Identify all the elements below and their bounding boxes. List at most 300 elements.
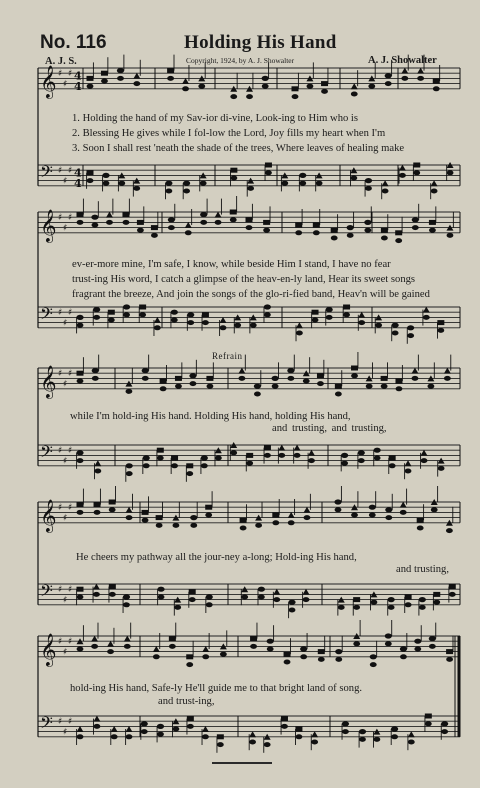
note-head [388,605,395,610]
note-head [262,84,269,89]
note-head [186,463,193,468]
note-head [173,523,180,528]
note-head [182,78,189,84]
note-head [317,381,324,386]
note-head [137,220,144,225]
sharp-icon: ♯ [68,585,73,596]
note-head [94,460,101,466]
note-head [370,654,377,659]
note-head [311,740,318,745]
note-head [187,312,194,317]
note-head [399,165,406,171]
note-head [292,94,299,99]
bass-clef-icon: 𝄢 [40,161,53,186]
note-head [365,186,372,191]
note-head [343,312,350,317]
note-head [296,322,303,328]
sharp-icon: ♯ [68,637,73,648]
note-head [365,178,372,183]
note-head [265,170,272,175]
note-head [429,228,436,233]
note-head [417,518,424,523]
note-head [288,520,295,525]
note-head [94,510,101,515]
words-author: A. J. S. [45,56,77,67]
note-head [295,230,302,235]
sharp-icon: ♯ [58,446,63,457]
note-head [185,230,192,235]
note-head [87,178,94,183]
note-head [429,636,436,641]
note-head [202,734,209,739]
note-head [431,180,438,186]
note-head [389,463,396,468]
note-head [186,471,193,476]
treble-clef-icon: 𝄞 [40,64,57,98]
note-head [230,176,237,181]
note-head [358,320,365,325]
note-head [446,649,453,654]
note-head [165,189,172,194]
time-signature: 4 [74,69,82,83]
note-head [272,513,279,518]
note-head [247,186,254,191]
note-head [171,318,178,323]
note-head [215,220,222,225]
note-head [200,220,207,225]
note-head [123,304,130,309]
note-head [126,515,133,520]
note-head [246,453,253,458]
note-head [230,94,237,99]
note-head [446,657,453,662]
note-head [189,373,196,378]
note-head [382,189,389,194]
note-head [200,181,207,186]
note-head [122,212,129,217]
note-head [351,83,358,89]
note-head [250,636,257,641]
note-head [157,732,164,737]
system1-verse2: 2. Blessing He gives while I fol-low the Lord, Joy fills my heart when I'm [72,128,386,139]
note-head [294,453,301,458]
note-head [303,507,310,513]
note-head [359,729,366,734]
note-head [77,371,84,376]
note-head [364,228,371,233]
note-head [421,458,428,463]
note-head [385,73,392,78]
note-head [407,325,414,330]
note-head [133,186,140,191]
sharp-icon: ♯ [63,379,68,390]
note-head [171,463,178,468]
note-head [240,526,247,531]
note-head [87,76,94,81]
note-head [444,368,451,374]
note-head [101,71,108,76]
note-head [87,170,94,175]
note-head [76,450,83,455]
note-head [168,217,175,222]
note-head [107,649,114,654]
note-head [308,450,315,456]
note-head [321,89,328,94]
note-head [417,76,424,81]
note-head [408,731,415,737]
note-head [103,181,110,186]
note-head [413,170,420,175]
note-head [385,515,392,520]
note-head [77,734,84,739]
note-head [92,223,99,228]
note-head [427,384,434,389]
note-head [444,376,451,381]
note-head [93,716,100,722]
note-head [93,307,100,312]
note-head [106,212,113,218]
hymn-number: No. 116 [40,32,107,53]
note-head [77,220,84,225]
note-head [335,392,342,397]
refrain-label: Refrain [212,351,243,361]
note-head [433,592,440,597]
note-head [294,445,301,451]
note-head [157,456,164,461]
note-head [198,84,205,89]
note-head [220,317,227,323]
note-head [141,729,148,734]
note-head [76,315,83,320]
note-head [254,392,261,397]
note-head [185,222,192,228]
note-head [92,368,99,373]
note-head [186,654,193,659]
note-head [334,499,341,504]
note-head [369,513,376,518]
note-head [175,376,182,381]
note-head [366,384,373,389]
note-head [124,636,131,642]
note-head [234,323,241,328]
sharp-icon: ♯ [58,369,63,380]
note-head [246,461,253,466]
note-head [126,389,133,394]
note-head [395,238,402,243]
note-head [107,641,114,647]
note-head [168,225,175,230]
note-head [77,510,84,515]
note-head [335,384,342,389]
note-head [153,654,160,659]
note-head [395,230,402,235]
system1-verse1: 1. Holding the hand of my Sav-ior di-vine, Look-ing to Him who is [72,113,359,124]
note-head [350,176,357,181]
sharp-icon: ♯ [63,647,68,658]
note-head [359,737,366,742]
note-head [437,320,444,325]
note-head [171,456,178,461]
note-head [91,215,98,220]
note-head [230,210,237,215]
note-head [358,450,365,455]
note-head [267,639,274,644]
hymn-title: Holding His Hand [184,32,337,53]
note-head [375,323,382,328]
note-head [160,379,167,384]
note-head [411,368,418,374]
sharp-icon: ♯ [63,595,68,606]
note-head [351,366,358,371]
sharp-icon: ♯ [58,585,63,596]
note-head [77,379,84,384]
note-head [92,376,99,381]
note-head [391,726,398,731]
note-head [400,654,407,659]
bass-clef-icon: 𝄢 [40,441,53,466]
note-head [326,307,333,312]
time-signature: 4 [74,79,82,93]
note-head [171,310,178,315]
note-head [296,331,303,336]
note-head [201,463,208,468]
note-head [240,518,247,523]
note-head [437,328,444,333]
note-head [187,320,194,325]
footer-rule [212,762,272,764]
note-head [207,384,214,389]
treble-clef-icon: 𝄞 [40,208,57,242]
note-head [351,513,358,518]
system3-lyrics-upper: while I'm hold-ing His hand. Holding His hand, holding His hand, [70,411,351,422]
note-head [142,510,149,515]
note-head [190,523,197,528]
sharp-icon: ♯ [58,637,63,648]
note-head [425,714,432,719]
note-head [299,181,306,186]
note-head [351,373,358,378]
bass-clef-icon: 𝄢 [40,580,53,605]
note-head [174,605,181,610]
note-head [381,236,388,241]
note-head [93,315,100,320]
note-head [303,589,310,595]
note-head [438,466,445,471]
note-head [220,325,227,330]
note-head [400,502,407,508]
note-head [335,657,342,662]
note-head [126,507,133,513]
note-head [303,379,310,384]
note-head [175,384,182,389]
note-head [401,76,408,81]
note-head [202,646,209,652]
note-head [303,597,310,602]
system4-lyrics-upper: He cheers my pathway all the jour-ney a-long; Hold-ing His hand, [76,552,357,563]
note-head [414,647,421,652]
note-head [317,373,324,378]
note-head [353,605,360,610]
note-head [157,724,164,729]
note-head [215,456,222,461]
system2-verse1: ev-er-more mine, I'm safe, I know, while beside Him I stand, I have no fear [72,259,391,270]
note-head [77,458,84,463]
note-head [425,721,432,726]
sharp-icon: ♯ [68,503,73,514]
note-head [281,716,288,721]
note-head [126,471,133,476]
note-head [331,236,338,241]
note-head [405,469,412,474]
note-head [318,657,325,662]
note-head [296,734,303,739]
note-head [441,729,448,734]
sharp-icon: ♯ [63,727,68,738]
note-head [123,594,130,599]
note-head [312,318,319,323]
note-head [264,445,271,450]
note-head [139,305,146,310]
note-head [413,163,420,168]
note-head [206,602,213,607]
note-head [289,608,296,613]
note-head [431,507,438,512]
system2-verse3: fragrant the breeze, And join the songs of the glo-ri-fied band, Heav'n will be gained [72,289,430,300]
note-head [287,368,294,373]
note-head [254,384,261,389]
note-head [368,84,375,89]
note-head [299,173,306,178]
note-head [405,460,412,466]
note-head [182,86,189,91]
bass-clef-icon: 𝄢 [40,303,53,328]
note-head [423,307,430,313]
note-head [392,331,399,336]
note-head [77,595,84,600]
note-head [341,453,348,458]
note-head [374,456,381,461]
note-head [385,81,392,86]
note-head [318,649,325,654]
note-head [93,584,100,590]
note-head [307,84,314,89]
note-head [156,515,163,520]
note-head [400,646,407,651]
note-head [343,305,350,310]
note-head [142,368,149,373]
note-head [382,180,389,186]
note-head [167,68,174,73]
note-head [401,68,408,74]
note-head [341,461,348,466]
note-head [102,173,109,178]
note-head [417,68,424,74]
note-head [157,448,164,453]
sharp-icon: ♯ [63,223,68,234]
sharp-icon: ♯ [58,717,63,728]
note-head [385,633,392,638]
note-head [321,81,328,86]
note-head [272,376,279,381]
note-head [300,646,307,651]
system3-lyrics-lower: and trusting, and trusting, [272,423,387,434]
note-head [400,510,407,515]
note-head [412,217,419,222]
note-head [278,445,285,451]
note-head [433,600,440,605]
note-head [141,721,148,726]
note-head [109,592,116,597]
note-head [389,456,396,461]
note-head [272,520,279,525]
sharp-icon: ♯ [58,308,63,319]
note-head [249,731,256,737]
note-head [408,740,415,745]
note-head [273,597,280,602]
note-head [133,81,140,86]
note-head [206,594,213,599]
treble-clef-icon: 𝄞 [40,632,57,666]
note-head [77,647,84,652]
system5-lyrics-upper: hold-ing His hand, Safe-ly He'll guide me to that bright land of song. [70,683,363,694]
note-head [91,644,98,649]
note-head [441,721,448,726]
note-head [93,592,100,597]
note-head [172,727,179,732]
note-head [447,233,454,238]
note-head [263,220,270,225]
note-head [190,515,197,520]
note-head [123,312,130,317]
note-head [267,647,274,652]
note-head [265,163,272,168]
note-head [281,181,288,186]
note-head [371,600,378,605]
note-head [395,379,402,384]
note-head [109,500,116,505]
note-head [117,76,124,81]
note-head [118,181,125,186]
note-head [392,323,399,328]
note-head [429,220,436,225]
note-head [347,233,354,238]
note-head [405,595,412,600]
note-head [91,636,98,642]
note-head [183,189,190,194]
note-head [142,376,149,381]
note-head [202,320,209,325]
note-head [169,644,176,649]
note-head [446,528,453,533]
note-head [284,660,291,665]
note-head [108,310,115,315]
note-head [326,315,333,320]
system5-lyrics-lower: and trust-ing, [158,696,215,707]
sharp-icon: ♯ [63,318,68,329]
note-head [300,654,307,659]
sharp-icon: ♯ [58,213,63,224]
note-head [111,734,118,739]
note-head [313,223,320,228]
note-head [87,84,94,89]
note-head [153,646,160,652]
note-head [370,662,377,667]
note-head [77,323,84,328]
note-head [183,181,190,186]
note-head [230,168,237,173]
note-head [205,505,212,510]
note-head [342,721,349,726]
